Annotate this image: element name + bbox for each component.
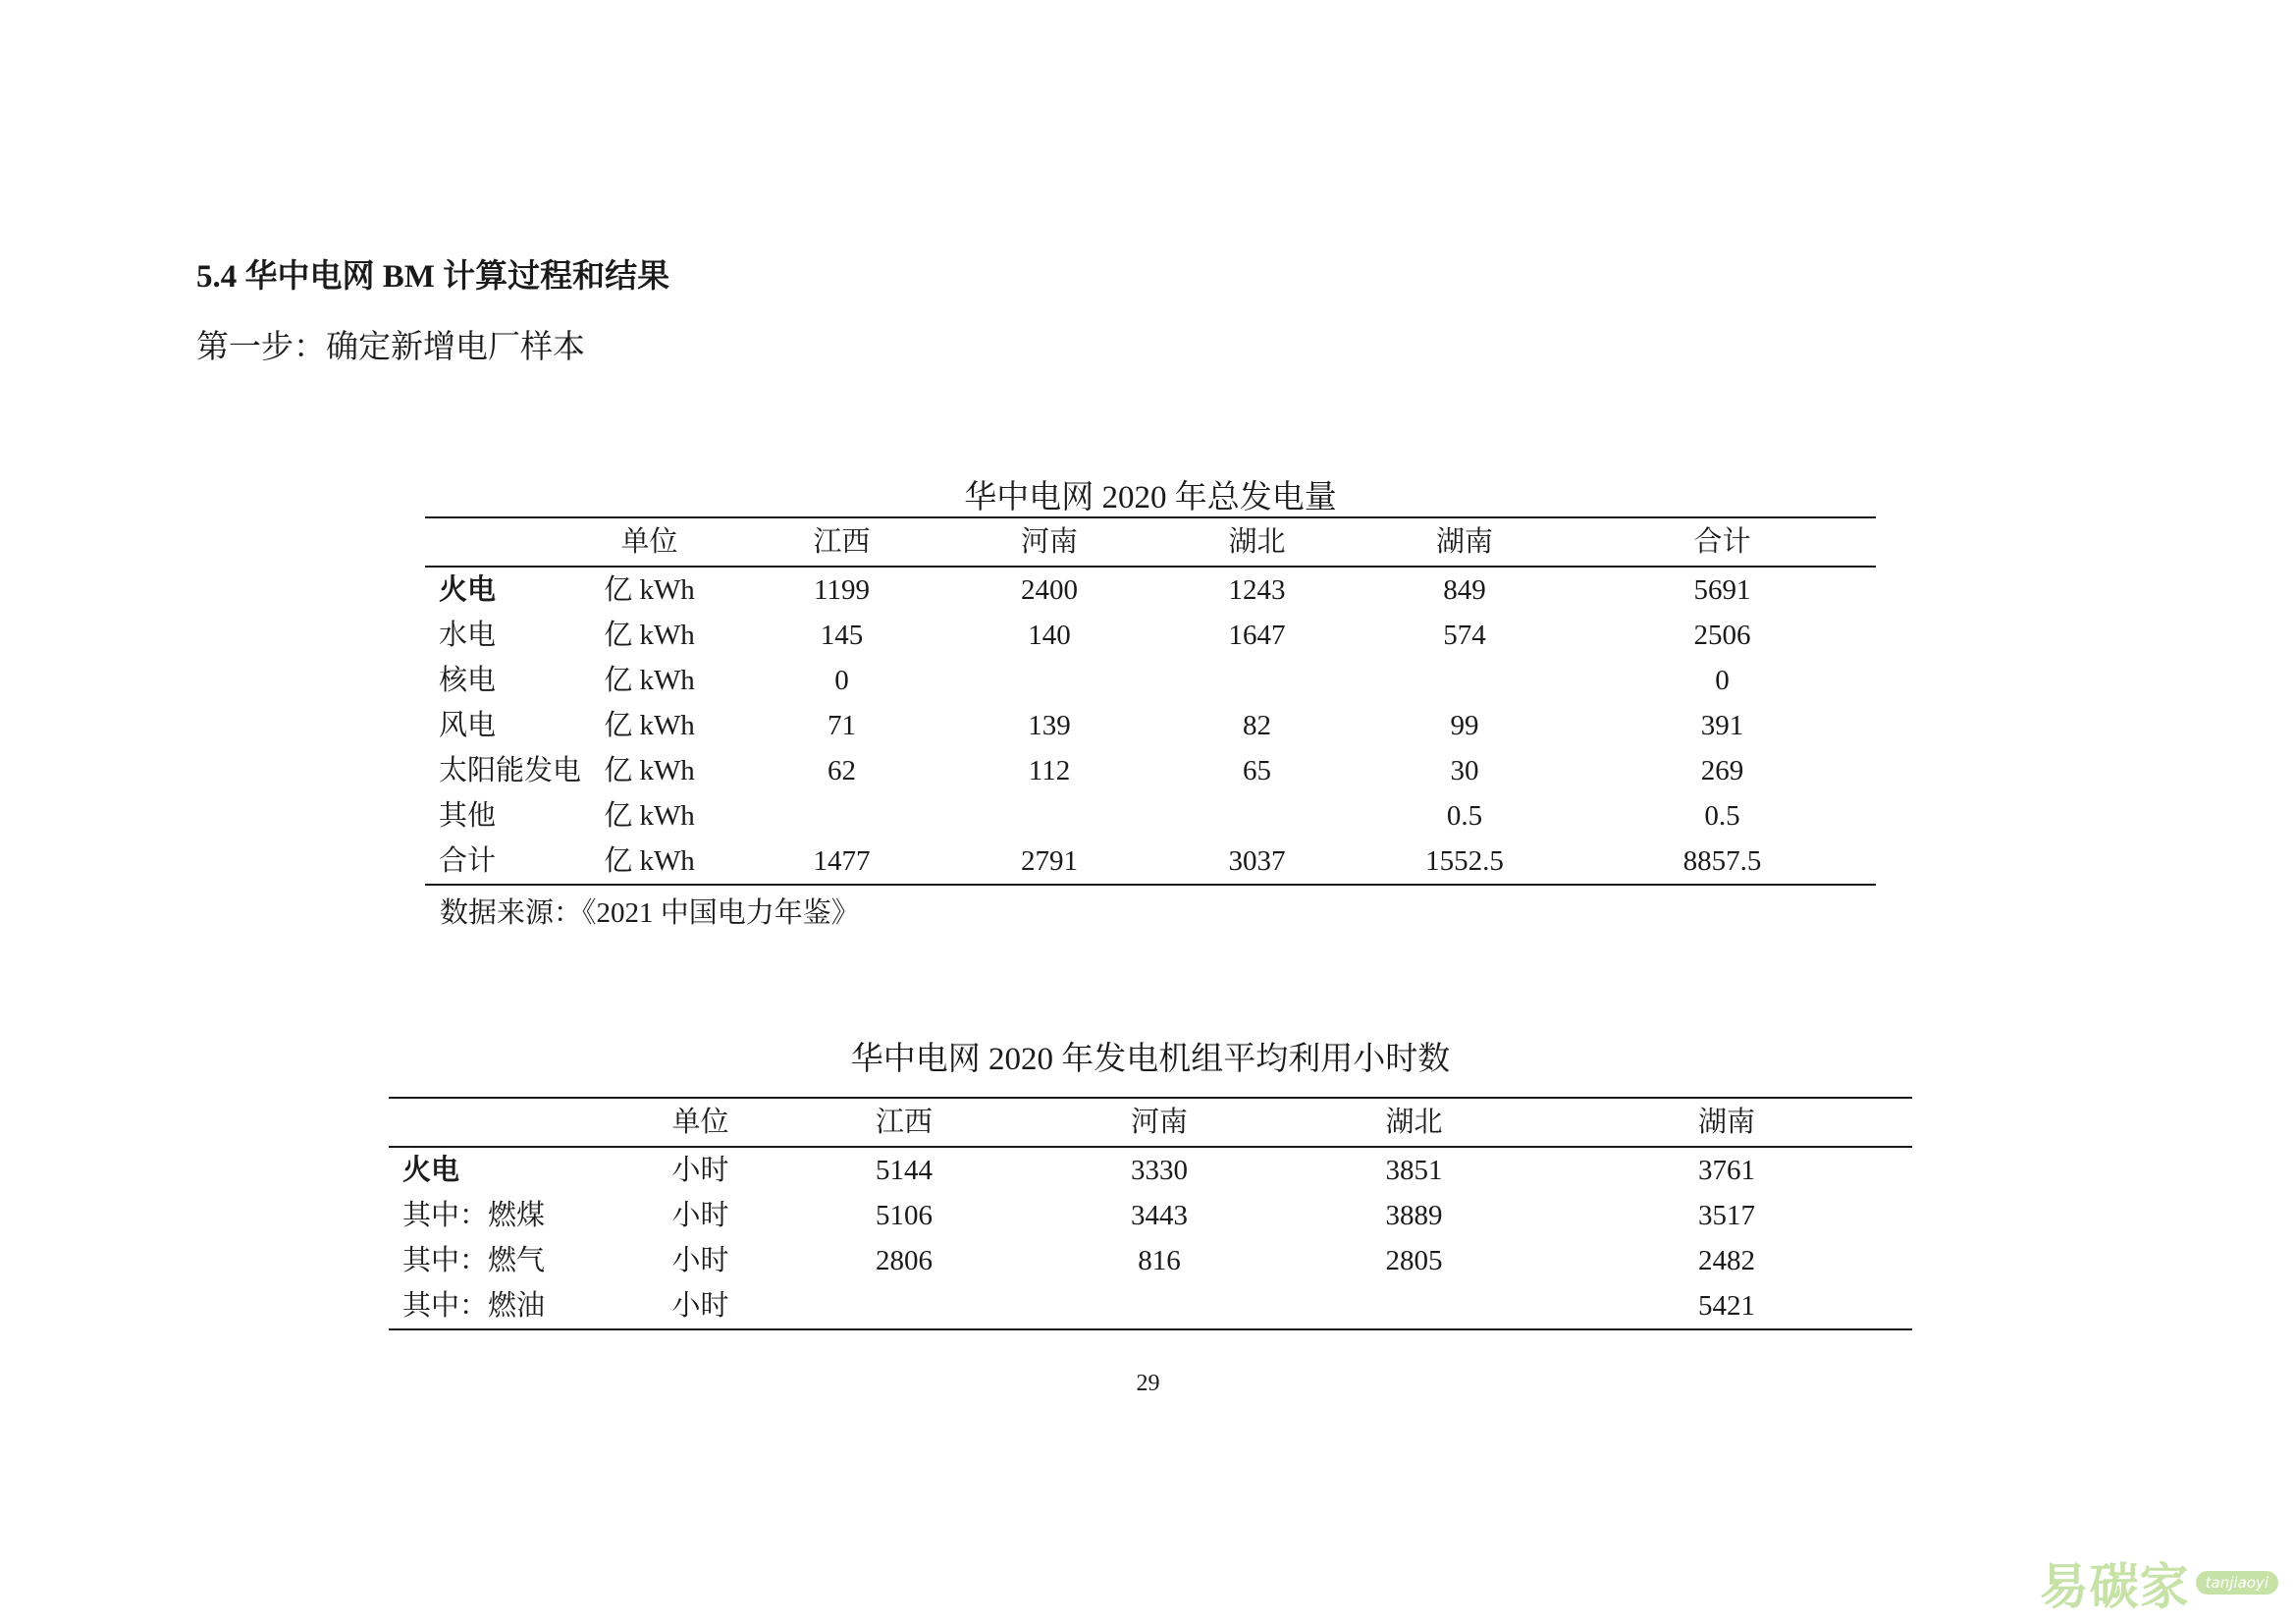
value-cell xyxy=(945,658,1153,703)
row-label: 火电 xyxy=(402,1155,460,1186)
unit-cell: 亿 kWh xyxy=(604,574,695,606)
value-cell: 0 xyxy=(834,665,849,696)
value-cell: 2400 xyxy=(1021,574,1078,606)
value-cell xyxy=(1153,793,1361,839)
row-label: 其中：燃气 xyxy=(402,1245,546,1276)
table2-header-row xyxy=(389,1098,1912,1147)
unit-cell: 亿 kWh xyxy=(604,755,695,786)
value-cell xyxy=(1287,1283,1541,1329)
unit-cell: 亿 kWh xyxy=(604,665,695,696)
value-cell: 2791 xyxy=(945,839,1153,885)
value-cell: 0.5 xyxy=(1704,800,1740,832)
generation-table xyxy=(425,516,1876,886)
header-cell: 河南 xyxy=(1032,1098,1287,1147)
table1-header-row xyxy=(425,517,1876,567)
row-label: 合计 xyxy=(425,839,561,885)
value-cell: 1243 xyxy=(1228,574,1286,606)
table-row xyxy=(425,703,1876,748)
header-cell: 江西 xyxy=(776,1098,1032,1147)
table-row xyxy=(425,793,1876,839)
value-cell xyxy=(1361,658,1569,703)
value-cell: 82 xyxy=(1243,710,1271,741)
value-cell: 139 xyxy=(1028,710,1071,741)
header-cell: 单位 xyxy=(561,517,738,567)
unit-cell: 小时 xyxy=(671,1245,729,1276)
unit-cell: 小时 xyxy=(671,1200,729,1231)
value-cell: 269 xyxy=(1700,755,1744,786)
table1-body xyxy=(425,567,1876,885)
row-label: 其中：燃煤 xyxy=(402,1200,546,1231)
table2-caption: 华中电网 2020 年发电机组平均利用小时数 xyxy=(850,1042,1451,1077)
value-cell: 3443 xyxy=(1131,1200,1188,1231)
value-cell: 3889 xyxy=(1385,1200,1443,1231)
table-row xyxy=(425,567,1876,613)
header-cell: 河南 xyxy=(945,517,1153,567)
value-cell: 5106 xyxy=(876,1200,933,1231)
page-number: 29 xyxy=(1136,1371,1160,1396)
section-heading: 5.4 华中电网 BM 计算过程和结果 xyxy=(196,259,670,295)
header-cell: 湖北 xyxy=(1153,517,1361,567)
header-cell: 合计 xyxy=(1569,517,1876,567)
value-cell: 99 xyxy=(1450,710,1479,741)
unit-cell: 亿 kWh xyxy=(561,839,738,885)
value-cell xyxy=(945,793,1153,839)
value-cell: 1647 xyxy=(1228,620,1286,651)
header-cell: 江西 xyxy=(738,517,945,567)
value-cell xyxy=(776,1283,1032,1329)
value-cell: 3517 xyxy=(1698,1200,1755,1231)
value-cell: 30 xyxy=(1450,755,1479,786)
value-cell: 3851 xyxy=(1385,1155,1443,1186)
row-label: 核电 xyxy=(439,665,497,696)
header-cell: 湖南 xyxy=(1361,517,1569,567)
value-cell: 0.5 xyxy=(1446,800,1483,832)
table-row xyxy=(425,613,1876,658)
header-cell: 湖南 xyxy=(1541,1098,1912,1147)
value-cell: 1552.5 xyxy=(1361,839,1569,885)
unit-cell: 亿 kWh xyxy=(604,800,695,832)
table-row xyxy=(425,748,1876,793)
value-cell: 2482 xyxy=(1698,1245,1755,1276)
value-cell: 1199 xyxy=(814,574,870,606)
header-cell: 湖北 xyxy=(1287,1098,1541,1147)
value-cell: 5421 xyxy=(1541,1283,1912,1329)
value-cell: 2506 xyxy=(1693,620,1751,651)
row-label: 风电 xyxy=(439,710,497,741)
value-cell: 2806 xyxy=(876,1245,933,1276)
row-label: 其中：燃油 xyxy=(389,1283,624,1329)
row-label: 其他 xyxy=(439,800,497,832)
table-row xyxy=(389,1193,1912,1238)
value-cell: 816 xyxy=(1138,1245,1181,1276)
table-row xyxy=(389,1238,1912,1283)
table2-body xyxy=(389,1147,1912,1329)
table1-caption: 华中电网 2020 年总发电量 xyxy=(964,480,1337,515)
value-cell: 574 xyxy=(1443,620,1486,651)
table-row xyxy=(389,1283,1912,1329)
table-row xyxy=(425,839,1876,885)
value-cell: 391 xyxy=(1700,710,1744,741)
value-cell: 0 xyxy=(1715,665,1730,696)
value-cell: 71 xyxy=(828,710,856,741)
value-cell: 65 xyxy=(1243,755,1271,786)
value-cell: 140 xyxy=(1028,620,1071,651)
data-source-note: 数据来源：《2021 中国电力年鉴》 xyxy=(440,897,860,929)
value-cell: 3037 xyxy=(1153,839,1361,885)
value-cell: 1477 xyxy=(738,839,945,885)
header-cell-empty xyxy=(389,1098,624,1147)
row-label: 水电 xyxy=(439,620,497,651)
row-label: 太阳能发电 xyxy=(439,755,582,786)
unit-cell: 小时 xyxy=(671,1155,729,1186)
value-cell: 8857.5 xyxy=(1569,839,1876,885)
unit-cell: 小时 xyxy=(624,1283,776,1329)
unit-cell: 亿 kWh xyxy=(604,710,695,741)
value-cell: 112 xyxy=(1028,755,1071,786)
value-cell: 145 xyxy=(820,620,864,651)
step-text: 第一步：确定新增电厂样本 xyxy=(196,330,585,365)
value-cell: 3330 xyxy=(1131,1155,1188,1186)
table-row xyxy=(389,1147,1912,1193)
header-cell: 单位 xyxy=(624,1098,776,1147)
watermark-text: 易碳家 xyxy=(2039,1558,2190,1615)
watermark-logo xyxy=(2040,1547,2278,1618)
value-cell xyxy=(1153,658,1361,703)
value-cell xyxy=(1032,1283,1287,1329)
value-cell: 849 xyxy=(1443,574,1486,606)
value-cell: 3761 xyxy=(1698,1155,1755,1186)
value-cell: 62 xyxy=(828,755,856,786)
table-row xyxy=(425,658,1876,703)
header-cell-empty xyxy=(425,517,561,567)
utilization-hours-table xyxy=(389,1097,1912,1330)
row-label: 火电 xyxy=(439,574,497,606)
value-cell xyxy=(738,793,945,839)
value-cell: 2805 xyxy=(1385,1245,1443,1276)
unit-cell: 亿 kWh xyxy=(604,620,695,651)
value-cell: 5691 xyxy=(1693,574,1751,606)
value-cell: 5144 xyxy=(876,1155,933,1186)
watermark-badge: tanjiaoyi xyxy=(2196,1571,2278,1595)
